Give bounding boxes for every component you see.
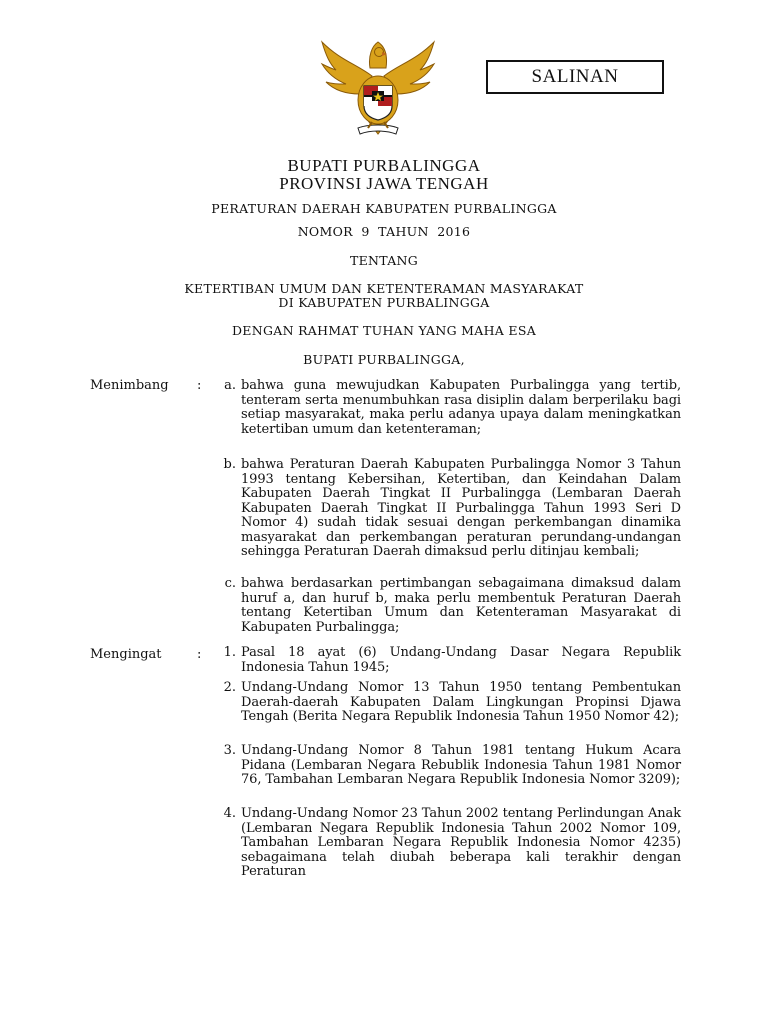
mengingat-item-mark: 3. <box>223 743 236 758</box>
menimbang-item-text: bahwa Peraturan Daerah Kabupaten Purbalingga Nomor 3 Tahun 1993 tentang Kebersihan, Ketertiban, dan Keindahan Dalam Kabupaten Daerah Tingkat II Purbalingga (Lembaran Daerah Kabupaten Daerah Tingkat II Purbalingga Tahun 1993 Seri D Nomor 4) sudah tidak sesuai dengan perkembangan dinamika masyarakat dan perkembangan peraturan perundang-undangan sehingga Peraturan Daerah dimaksud perlu ditinjau kembali; <box>241 457 681 559</box>
mengingat-item-mark: 4. <box>223 806 236 821</box>
regulation-number: NOMOR 9 TAHUN 2016 <box>297 224 471 239</box>
about-heading: TENTANG <box>349 253 419 268</box>
menimbang-label: Menimbang <box>90 378 169 393</box>
mengingat-item-text: Undang-Undang Nomor 8 Tahun 1981 tentang Hukum Acara Pidana (Lembaran Negara Rebublik Indonesia Tahun 1981 Nomor 76, Tambahan Lembaran Negara Republik Indonesia Nomor 3209); <box>241 743 681 787</box>
subject-line-2: DI KABUPATEN PURBALINGGA <box>278 295 490 310</box>
menimbang-item-mark: a. <box>224 378 236 393</box>
mengingat-item-text: Pasal 18 ayat (6) Undang-Undang Dasar Negara Republik Indonesia Tahun 1945; <box>241 645 681 675</box>
mengingat-label: Mengingat <box>90 647 162 662</box>
issuer: BUPATI PURBALINGGA, <box>303 352 465 367</box>
regulation-title: PERATURAN DAERAH KABUPATEN PURBALINGGA <box>211 201 557 216</box>
authority-line-1: BUPATI PURBALINGGA <box>287 156 481 175</box>
mengingat-colon: : <box>197 647 202 662</box>
authority-line-2: PROVINSI JAWA TENGAH <box>279 174 489 193</box>
garuda-emblem-icon <box>316 34 440 142</box>
menimbang-colon: : <box>197 378 202 393</box>
invocation: DENGAN RAHMAT TUHAN YANG MAHA ESA <box>231 323 537 338</box>
menimbang-item-text: bahwa guna mewujudkan Kabupaten Purbalingga yang tertib, tenteram serta menumbuhkan rasa disiplin dalam berperilaku bagi setiap masyarakat, maka perlu adanya upaya dalam meningkatkan ketertiban umum dan ketenteraman; <box>241 378 681 437</box>
copy-stamp: SALINAN <box>486 60 664 94</box>
mengingat-item-mark: 1. <box>223 645 236 660</box>
menimbang-item-mark: b. <box>223 457 236 472</box>
mengingat-item-mark: 2. <box>223 680 236 695</box>
menimbang-item-text: bahwa berdasarkan pertimbangan sebagaimana dimaksud dalam huruf a, dan huruf b, maka perlu membentuk Peraturan Daerah tentang Ketertiban Umum dan Ketenteraman Masyarakat di Kabupaten Purbalingga; <box>241 576 681 635</box>
subject-line-1: KETERTIBAN UMUM DAN KETENTERAMAN MASYARAKAT <box>184 281 584 296</box>
mengingat-item-text: Undang-Undang Nomor 23 Tahun 2002 tentang Perlindungan Anak (Lembaran Negara Republik Indonesia Tahun 2002 Nomor 109, Tambahan Lembaran Negara Republik Indonesia Nomor 4235) sebagaimana telah diubah beberapa kali terakhir dengan Peraturan <box>241 806 681 879</box>
mengingat-item-text: Undang-Undang Nomor 13 Tahun 1950 tentang Pembentukan Daerah-daerah Kabupaten Dalam Lingkungan Propinsi Djawa Tengah (Berita Negara Republik Indonesia Tahun 1950 Nomor 42); <box>241 680 681 724</box>
menimbang-item-mark: c. <box>224 576 236 591</box>
